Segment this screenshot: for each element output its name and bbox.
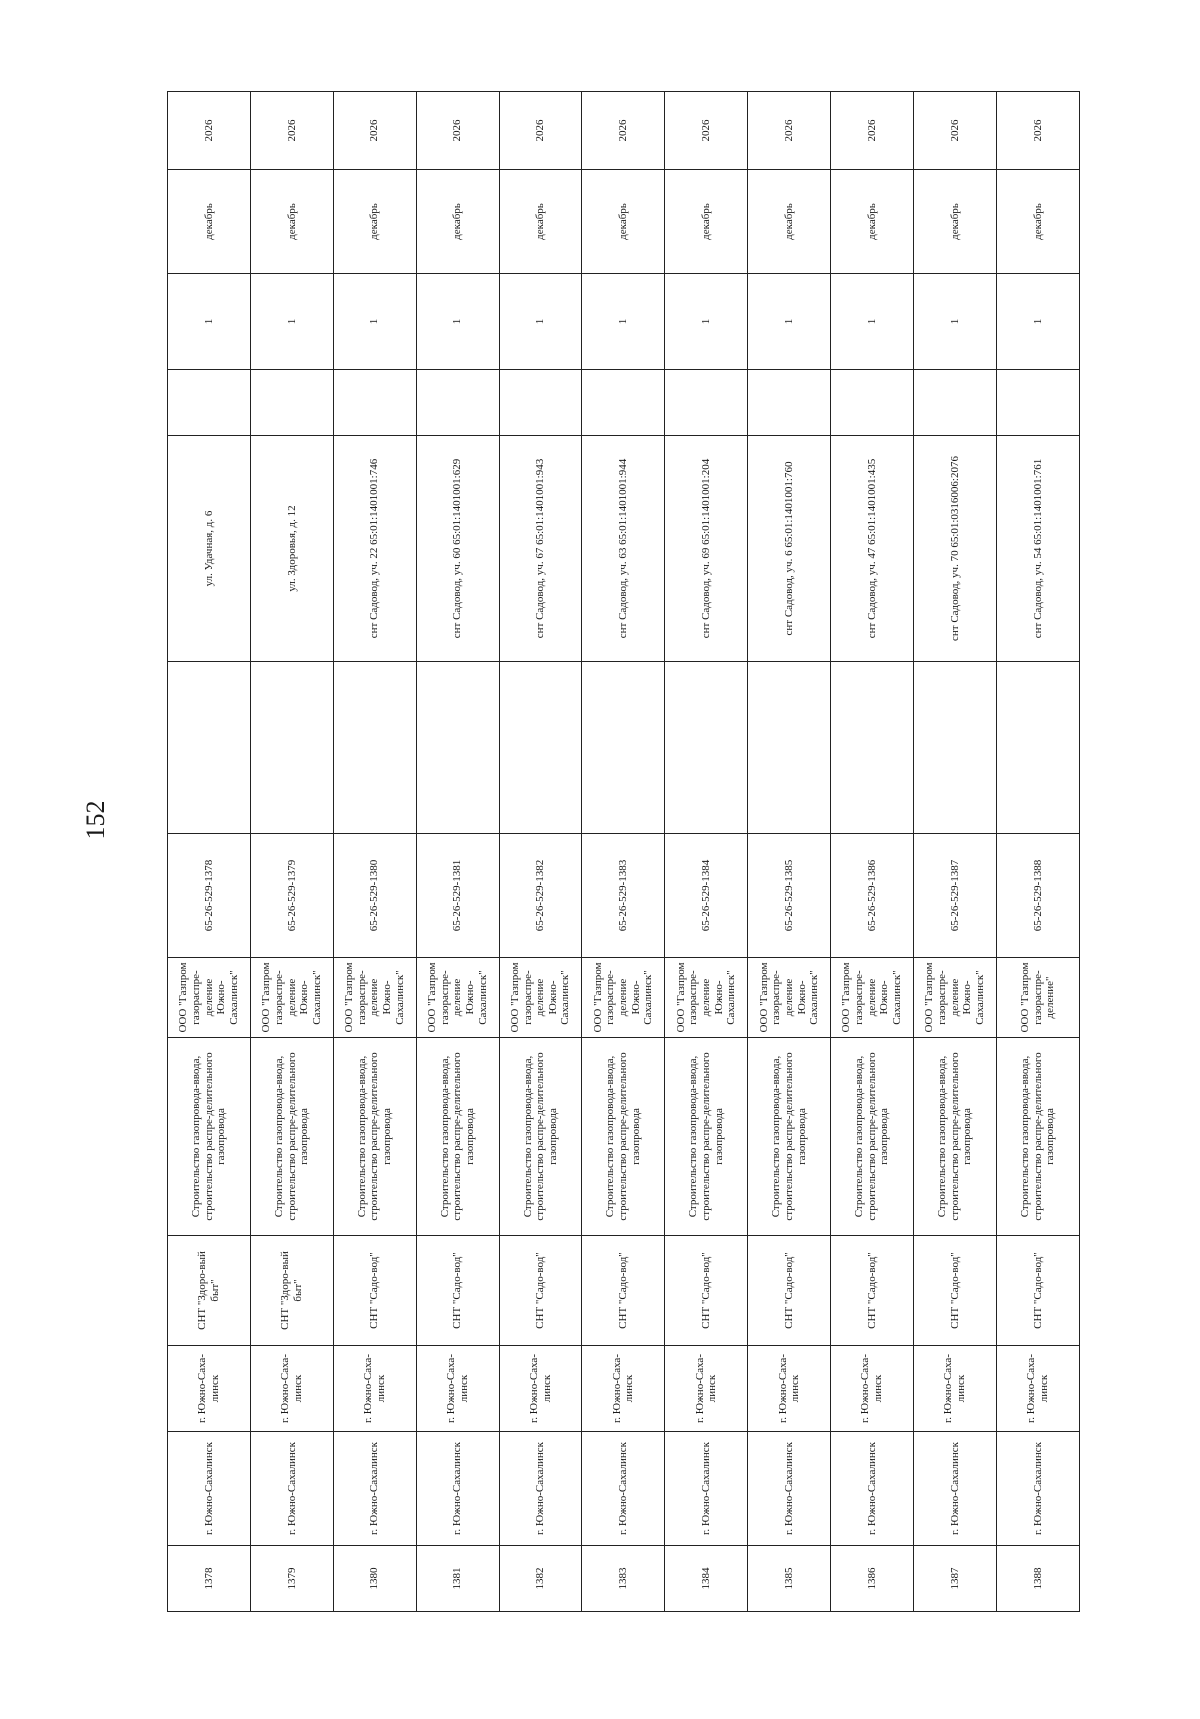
municipality-cell: г. Южно-Сахалинск: [831, 1432, 914, 1546]
row-number-cell: 1383: [582, 1546, 665, 1612]
address-cell: снт Садовод, уч. 6 65:01:1401001:760: [748, 436, 831, 662]
organization-cell: ООО "Газпром газораспре-деление Южно-Сахалинск": [499, 958, 582, 1038]
code-cell: 65-26-529-1381: [416, 834, 499, 958]
row-number-cell: 1386: [831, 1546, 914, 1612]
empty-cell: [665, 662, 748, 834]
quantity-cell: 1: [333, 274, 416, 370]
object-cell: СНТ "Здоро-вый быт": [168, 1236, 251, 1346]
municipality-cell: г. Южно-Сахалинск: [333, 1432, 416, 1546]
rotated-table-wrapper: [167, 92, 1079, 1612]
settlement-cell: г. Южно-Саха-линск: [914, 1346, 997, 1432]
month-cell: декабрь: [914, 170, 997, 274]
year-cell: 2026: [665, 92, 748, 170]
address-cell: снт Садовод, уч. 47 65:01:1401001:435: [831, 436, 914, 662]
object-cell: СНТ "Садо-вод": [333, 1236, 416, 1346]
code-cell: 65-26-529-1385: [748, 834, 831, 958]
empty-cell: [748, 370, 831, 436]
table-row: [582, 92, 665, 1612]
year-cell: 2026: [416, 92, 499, 170]
code-cell: 65-26-529-1383: [582, 834, 665, 958]
quantity-cell: 1: [665, 274, 748, 370]
settlement-cell: г. Южно-Саха-линск: [748, 1346, 831, 1432]
quantity-cell: 1: [250, 274, 333, 370]
settlement-cell: г. Южно-Саха-линск: [250, 1346, 333, 1432]
object-cell: СНТ "Садо-вод": [996, 1236, 1079, 1346]
settlement-cell: г. Южно-Саха-линск: [499, 1346, 582, 1432]
settlement-cell: г. Южно-Саха-линск: [416, 1346, 499, 1432]
address-cell: снт Садовод, уч. 70 65:01:0316006:2076: [914, 436, 997, 662]
work-description-cell: Строительство газопровода-ввода, строительство распре-делительного газопровода: [250, 1038, 333, 1236]
quantity-cell: 1: [914, 274, 997, 370]
organization-cell: ООО "Газпром газораспре-деление Южно-Сахалинск": [665, 958, 748, 1038]
month-cell: декабрь: [665, 170, 748, 274]
row-number-cell: 1384: [665, 1546, 748, 1612]
settlement-cell: г. Южно-Саха-линск: [996, 1346, 1079, 1432]
table-row: [831, 92, 914, 1612]
empty-cell: [582, 662, 665, 834]
municipality-cell: г. Южно-Сахалинск: [665, 1432, 748, 1546]
work-description-cell: Строительство газопровода-ввода, строительство распре-делительного газопровода: [499, 1038, 582, 1236]
organization-cell: ООО "Газпром газораспре-деление": [996, 958, 1079, 1038]
organization-cell: ООО "Газпром газораспре-деление Южно-Сахалинск": [333, 958, 416, 1038]
address-cell: снт Садовод, уч. 67 65:01:1401001:943: [499, 436, 582, 662]
empty-cell: [914, 370, 997, 436]
address-cell: снт Садовод, уч. 22 65:01:1401001:746: [333, 436, 416, 662]
code-cell: 65-26-529-1380: [333, 834, 416, 958]
row-number-cell: 1385: [748, 1546, 831, 1612]
code-cell: 65-26-529-1378: [168, 834, 251, 958]
row-number-cell: 1388: [996, 1546, 1079, 1612]
object-cell: СНТ "Садо-вод": [831, 1236, 914, 1346]
empty-cell: [748, 662, 831, 834]
work-description-cell: Строительство газопровода-ввода, строительство распре-делительного газопровода: [914, 1038, 997, 1236]
municipality-cell: г. Южно-Сахалинск: [914, 1432, 997, 1546]
address-cell: снт Садовод, уч. 69 65:01:1401001:204: [665, 436, 748, 662]
year-cell: 2026: [250, 92, 333, 170]
empty-cell: [333, 370, 416, 436]
address-cell: ул. Удачная, д. 6: [168, 436, 251, 662]
organization-cell: ООО "Газпром газораспре-деление Южно-Сахалинск": [582, 958, 665, 1038]
organization-cell: ООО "Газпром газораспре-деление Южно-Сахалинск": [914, 958, 997, 1038]
empty-cell: [499, 370, 582, 436]
object-cell: СНТ "Садо-вод": [582, 1236, 665, 1346]
year-cell: 2026: [831, 92, 914, 170]
settlement-cell: г. Южно-Саха-линск: [831, 1346, 914, 1432]
settlement-cell: г. Южно-Саха-линск: [333, 1346, 416, 1432]
municipality-cell: г. Южно-Сахалинск: [250, 1432, 333, 1546]
month-cell: декабрь: [333, 170, 416, 274]
empty-cell: [582, 370, 665, 436]
work-description-cell: Строительство газопровода-ввода, строительство распре-делительного газопровода: [665, 1038, 748, 1236]
quantity-cell: 1: [748, 274, 831, 370]
address-cell: снт Садовод, уч. 63 65:01:1401001:944: [582, 436, 665, 662]
table-row: [499, 92, 582, 1612]
table-row: [914, 92, 997, 1612]
year-cell: 2026: [914, 92, 997, 170]
object-cell: СНТ "Здоро-вый быт": [250, 1236, 333, 1346]
work-description-cell: Строительство газопровода-ввода, строительство распре-делительного газопровода: [582, 1038, 665, 1236]
municipality-cell: г. Южно-Сахалинск: [582, 1432, 665, 1546]
empty-cell: [831, 662, 914, 834]
work-description-cell: Строительство газопровода-ввода, строительство распре-делительного газопровода: [416, 1038, 499, 1236]
quantity-cell: 1: [168, 274, 251, 370]
table-row: [333, 92, 416, 1612]
settlement-cell: г. Южно-Саха-линск: [582, 1346, 665, 1432]
table-row: [168, 92, 251, 1612]
object-cell: СНТ "Садо-вод": [914, 1236, 997, 1346]
empty-cell: [250, 370, 333, 436]
year-cell: 2026: [168, 92, 251, 170]
object-cell: СНТ "Садо-вод": [665, 1236, 748, 1346]
work-description-cell: Строительство газопровода-ввода, строительство распре-делительного газопровода: [996, 1038, 1079, 1236]
table-row: [416, 92, 499, 1612]
organization-cell: ООО "Газпром газораспре-деление Южно-Сахалинск": [748, 958, 831, 1038]
code-cell: 65-26-529-1384: [665, 834, 748, 958]
code-cell: 65-26-529-1387: [914, 834, 997, 958]
year-cell: 2026: [996, 92, 1079, 170]
empty-cell: [416, 370, 499, 436]
quantity-cell: 1: [582, 274, 665, 370]
table-row: [748, 92, 831, 1612]
address-cell: снт Садовод, уч. 54 65:01:1401001:761: [996, 436, 1079, 662]
quantity-cell: 1: [996, 274, 1079, 370]
year-cell: 2026: [582, 92, 665, 170]
empty-cell: [996, 370, 1079, 436]
month-cell: декабрь: [831, 170, 914, 274]
row-number-cell: 1378: [168, 1546, 251, 1612]
work-description-cell: Строительство газопровода-ввода, строительство распре-делительного газопровода: [748, 1038, 831, 1236]
empty-cell: [499, 662, 582, 834]
empty-cell: [831, 370, 914, 436]
quantity-cell: 1: [831, 274, 914, 370]
month-cell: декабрь: [499, 170, 582, 274]
municipality-cell: г. Южно-Сахалинск: [996, 1432, 1079, 1546]
empty-cell: [416, 662, 499, 834]
row-number-cell: 1381: [416, 1546, 499, 1612]
month-cell: декабрь: [748, 170, 831, 274]
row-number-cell: 1387: [914, 1546, 997, 1612]
month-cell: декабрь: [168, 170, 251, 274]
code-cell: 65-26-529-1386: [831, 834, 914, 958]
quantity-cell: 1: [416, 274, 499, 370]
year-cell: 2026: [499, 92, 582, 170]
municipality-cell: г. Южно-Сахалинск: [748, 1432, 831, 1546]
table-row: [996, 92, 1079, 1612]
code-cell: 65-26-529-1379: [250, 834, 333, 958]
year-cell: 2026: [748, 92, 831, 170]
organization-cell: ООО "Газпром газораспре-деление Южно-Сахалинск": [416, 958, 499, 1038]
code-cell: 65-26-529-1382: [499, 834, 582, 958]
row-number-cell: 1382: [499, 1546, 582, 1612]
row-number-cell: 1380: [333, 1546, 416, 1612]
empty-cell: [665, 370, 748, 436]
month-cell: декабрь: [996, 170, 1079, 274]
address-cell: ул. Здоровья, д. 12: [250, 436, 333, 662]
month-cell: декабрь: [416, 170, 499, 274]
gas-connection-schedule-table: [167, 91, 1080, 1612]
page-number: 152: [81, 800, 110, 840]
object-cell: СНТ "Садо-вод": [748, 1236, 831, 1346]
organization-cell: ООО "Газпром газораспре-деление Южно-Сахалинск": [168, 958, 251, 1038]
work-description-cell: Строительство газопровода-ввода, строительство распре-делительного газопровода: [831, 1038, 914, 1236]
empty-cell: [996, 662, 1079, 834]
table-row: [250, 92, 333, 1612]
table-row: [665, 92, 748, 1612]
object-cell: СНТ "Садо-вод": [416, 1236, 499, 1346]
empty-cell: [333, 662, 416, 834]
empty-cell: [250, 662, 333, 834]
organization-cell: ООО "Газпром газораспре-деление Южно-Сахалинск": [250, 958, 333, 1038]
code-cell: 65-26-529-1388: [996, 834, 1079, 958]
work-description-cell: Строительство газопровода-ввода, строительство распре-делительного газопровода: [168, 1038, 251, 1236]
year-cell: 2026: [333, 92, 416, 170]
municipality-cell: г. Южно-Сахалинск: [168, 1432, 251, 1546]
month-cell: декабрь: [250, 170, 333, 274]
table-body: [168, 92, 1080, 1612]
empty-cell: [168, 370, 251, 436]
work-description-cell: Строительство газопровода-ввода, строительство распре-делительного газопровода: [333, 1038, 416, 1236]
settlement-cell: г. Южно-Саха-линск: [665, 1346, 748, 1432]
row-number-cell: 1379: [250, 1546, 333, 1612]
municipality-cell: г. Южно-Сахалинск: [499, 1432, 582, 1546]
address-cell: снт Садовод, уч. 60 65:01:1401001:629: [416, 436, 499, 662]
quantity-cell: 1: [499, 274, 582, 370]
month-cell: декабрь: [582, 170, 665, 274]
empty-cell: [168, 662, 251, 834]
settlement-cell: г. Южно-Саха-линск: [168, 1346, 251, 1432]
object-cell: СНТ "Садо-вод": [499, 1236, 582, 1346]
organization-cell: ООО "Газпром газораспре-деление Южно-Сахалинск": [831, 958, 914, 1038]
empty-cell: [914, 662, 997, 834]
municipality-cell: г. Южно-Сахалинск: [416, 1432, 499, 1546]
